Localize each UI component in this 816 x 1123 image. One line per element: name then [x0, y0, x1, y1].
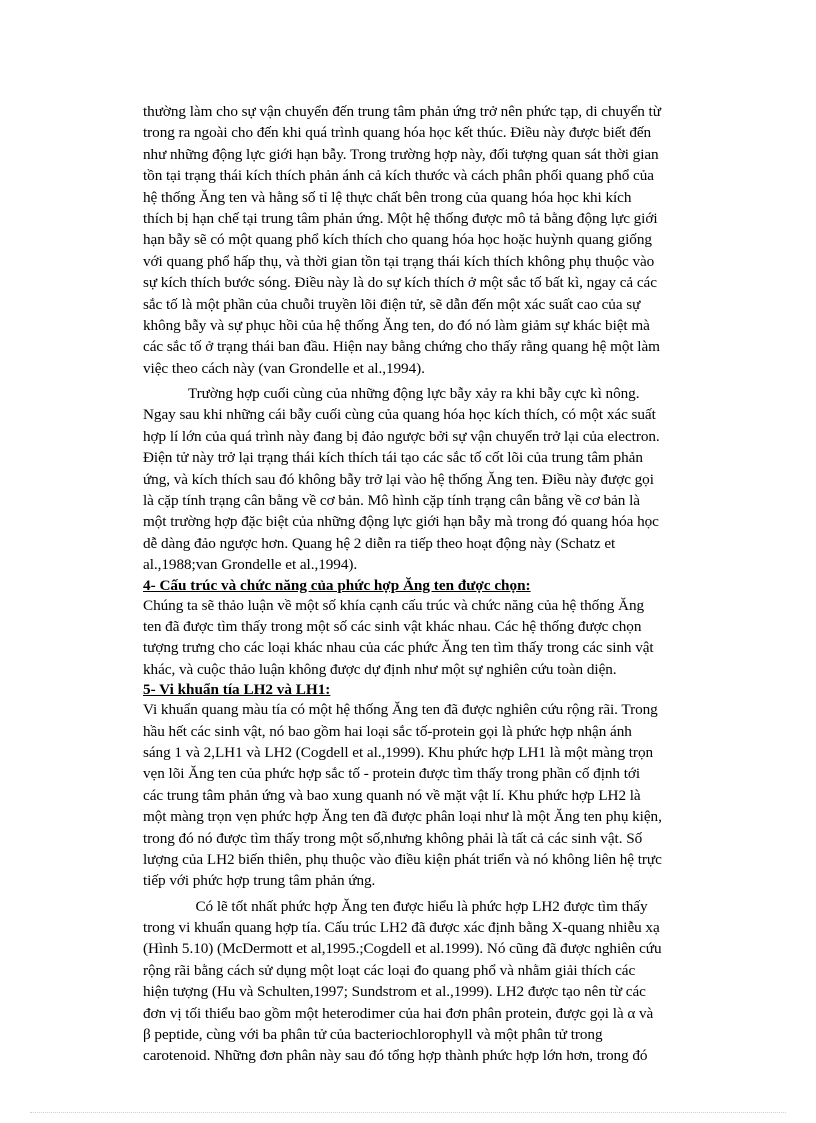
- text-line: khác, và cuộc thảo luận không được dự định như một sự nghiên cứu toàn diện.: [143, 660, 617, 678]
- text-line: một màng trọn vẹn phức hợp Ăng ten đã được phân loại như là một Ăng ten phụ kiện,: [143, 808, 662, 826]
- text-line: trong đó nó được tìm thấy trong một số,nhưng không phải là tất cả các sinh vật. Số: [143, 829, 643, 847]
- paragraph-purple-bacteria: [143, 699, 696, 892]
- page-bottom-border: [30, 1112, 786, 1113]
- document-page: [143, 101, 696, 1067]
- text-line: trong vi khuẩn quang hợp tía. Cấu trúc LH2 đã được xác định bằng X-quang nhiễu xạ: [143, 919, 660, 937]
- text-line: thích bị hạn chế tại trung tâm phản ứng. Một hệ thống được mô tả bằng động lực giới: [143, 209, 658, 227]
- text-line: sự kích thích bước sóng. Điều này là do sự kích thích ở một sắc tố bất kì, ngay cả các: [143, 274, 657, 292]
- text-line: hiện tượng (Hu và Schulten,1997; Sundstrom et al.,1999). LH2 được tạo nên từ các: [143, 983, 646, 1001]
- text-line: như những động lực giới hạn bẫy. Trong trường hợp này, đối tượng quan sát thời gian: [143, 145, 659, 163]
- text-line: al.,1988;van Grondelle et al.,1994).: [143, 556, 358, 574]
- text-line: ten đã được tìm thấy trong một số các sinh vật khác nhau. Các hệ thống được chọn: [143, 617, 642, 635]
- text-line: hệ thống Ăng ten và hằng số tỉ lệ thực chất bên trong của quang hóa học khi kích: [143, 188, 632, 206]
- paragraph-lh2-structure: [143, 896, 696, 1067]
- text-line: hầu hết các sinh vật, nó bao gồm hai loại sắc tố-protein gọi là phức hợp nhận ánh: [143, 722, 632, 740]
- text-line: là cặp tính trạng cân bằng về cơ bản. Mô hình cặp tính trạng cân bằng về cơ bản là: [143, 492, 640, 510]
- text-line: Trường hợp cuối cùng của những động lực bẫy xảy ra khi bẫy cực kì nông.: [143, 385, 640, 403]
- section-heading-5: 5- Vi khuẩn tía LH2 và LH1:: [143, 681, 331, 699]
- text-line: Vi khuẩn quang màu tía có một hệ thống Ăng ten đã được nghiên cứu rộng rãi. Trong: [143, 701, 658, 719]
- text-line: việc theo cách này (van Grondelle et al.,1994).: [143, 359, 425, 377]
- text-line: tượng trưng cho các loại khác nhau của các phức Ăng ten tìm thấy trong các sinh vật: [143, 639, 654, 657]
- paragraph-shallow-trap: [143, 383, 696, 576]
- paragraph-selected-antenna: [143, 595, 696, 681]
- text-line: vẹn lõi Ăng ten của phức hợp sắc tố - protein được tìm thấy trong phần cố định tới: [143, 765, 641, 783]
- text-line: Có lẽ tốt nhất phức hợp Ăng ten được hiểu là phức hợp LH2 được tìm thấy: [143, 897, 648, 915]
- text-line: hạn bẫy sẽ có một quang phổ kích thích cho quang hóa học hoặc huỳnh quang giống: [143, 231, 652, 249]
- text-line: thường làm cho sự vận chuyển đến trung tâm phản ứng trở nên phức tạp, di chuyển từ: [143, 103, 661, 120]
- text-line: tiếp với phức hợp trung tâm phản ứng.: [143, 872, 376, 890]
- text-line: lượng của LH2 biến thiên, phụ thuộc vào điều kiện phát triển và nó không liên hệ trực: [143, 850, 662, 868]
- text-line: một trường hợp đặc biệt của những động lực giới hạn bẫy mà trong đó quang hóa học: [143, 513, 659, 531]
- text-line: hợp lí lớn của quá trình này đang bị đảo ngược bởi sự vận chuyển trở lại của electron.: [143, 427, 660, 445]
- text-line: carotenoid. Những đơn phân này sau đó tổng hợp thành phức hợp lớn hơn, trong đó: [143, 1047, 648, 1065]
- text-line: β peptide, cùng với ba phân tử của bacteriochlorophyll và một phân tử trong: [143, 1026, 603, 1044]
- paragraph-trapping-dynamics: [143, 101, 696, 379]
- text-line: các sắc tố ở trạng thái ban đầu. Hiện nay bằng chứng cho thấy rằng quang hệ một làm: [143, 338, 660, 356]
- text-line: ứng, và kích thích sau đó không bẫy trở lại vào hệ thống Ăng ten. Điều này được gọi: [143, 470, 654, 488]
- text-line: trong ra ngoài cho đến khi quá trình quang hóa học kết thúc. Điều này được biết đến: [143, 124, 652, 142]
- text-line: Chúng ta sẽ thảo luận về một số khía cạnh cấu trúc và chức năng của hệ thống Ăng: [143, 596, 645, 614]
- text-line: sắc tố là một phần của chuỗi truyền lõi điện tử, sẽ dẫn đến một xác suất cao của sự: [143, 295, 641, 313]
- text-line: Điện tử này trở lại trạng thái kích thích tái tạo các sắc tố cốt lõi của trung tâm phản: [143, 449, 643, 467]
- text-line: (Hình 5.10) (McDermott et al,1995.;Cogdell et al.1999). Nó cũng đã được nghiên cứu: [143, 940, 662, 958]
- text-line: các trung tâm phản ứng và bao xung quanh nó về mặt vật lí. Khu phức hợp LH2 là: [143, 786, 641, 804]
- text-line: tồn tại trạng thái kích thích phản ánh cả kích thước và cách phân phối quang phổ của: [143, 167, 654, 185]
- text-line: với quang phổ hấp thụ, và thời gian tồn tại trạng thái kích thích không phụ thuộc vào: [143, 252, 655, 270]
- text-line: Ngay sau khi những cái bẫy cuối cùng của quang hóa học kích thích, có một xác suất: [143, 406, 656, 424]
- text-line: đơn vị tối thiểu bao gồm một heterodimer của hai đơn phân protein, được gọi là α và: [143, 1004, 654, 1022]
- text-line: sáng 1 và 2,LH1 và LH2 (Cogdell et al.,1999). Khu phức hợp LH1 là một màng trọn: [143, 743, 654, 761]
- text-line: rộng rãi bằng cách sử dụng một loạt các loại đo quang phổ và nhằm giải thích các: [143, 961, 636, 979]
- text-line: không bẫy và sự phục hồi của hệ thống Ăng ten, do đó nó làm giảm sự khác biệt mà: [143, 316, 650, 334]
- text-line: dễ dàng đảo ngược hơn. Quang hệ 2 diễn ra tiếp theo hoạt động này (Schatz et: [143, 534, 616, 552]
- section-heading-4: 4- Cấu trúc và chức năng của phức hợp Ăng ten được chọn:: [143, 576, 531, 594]
